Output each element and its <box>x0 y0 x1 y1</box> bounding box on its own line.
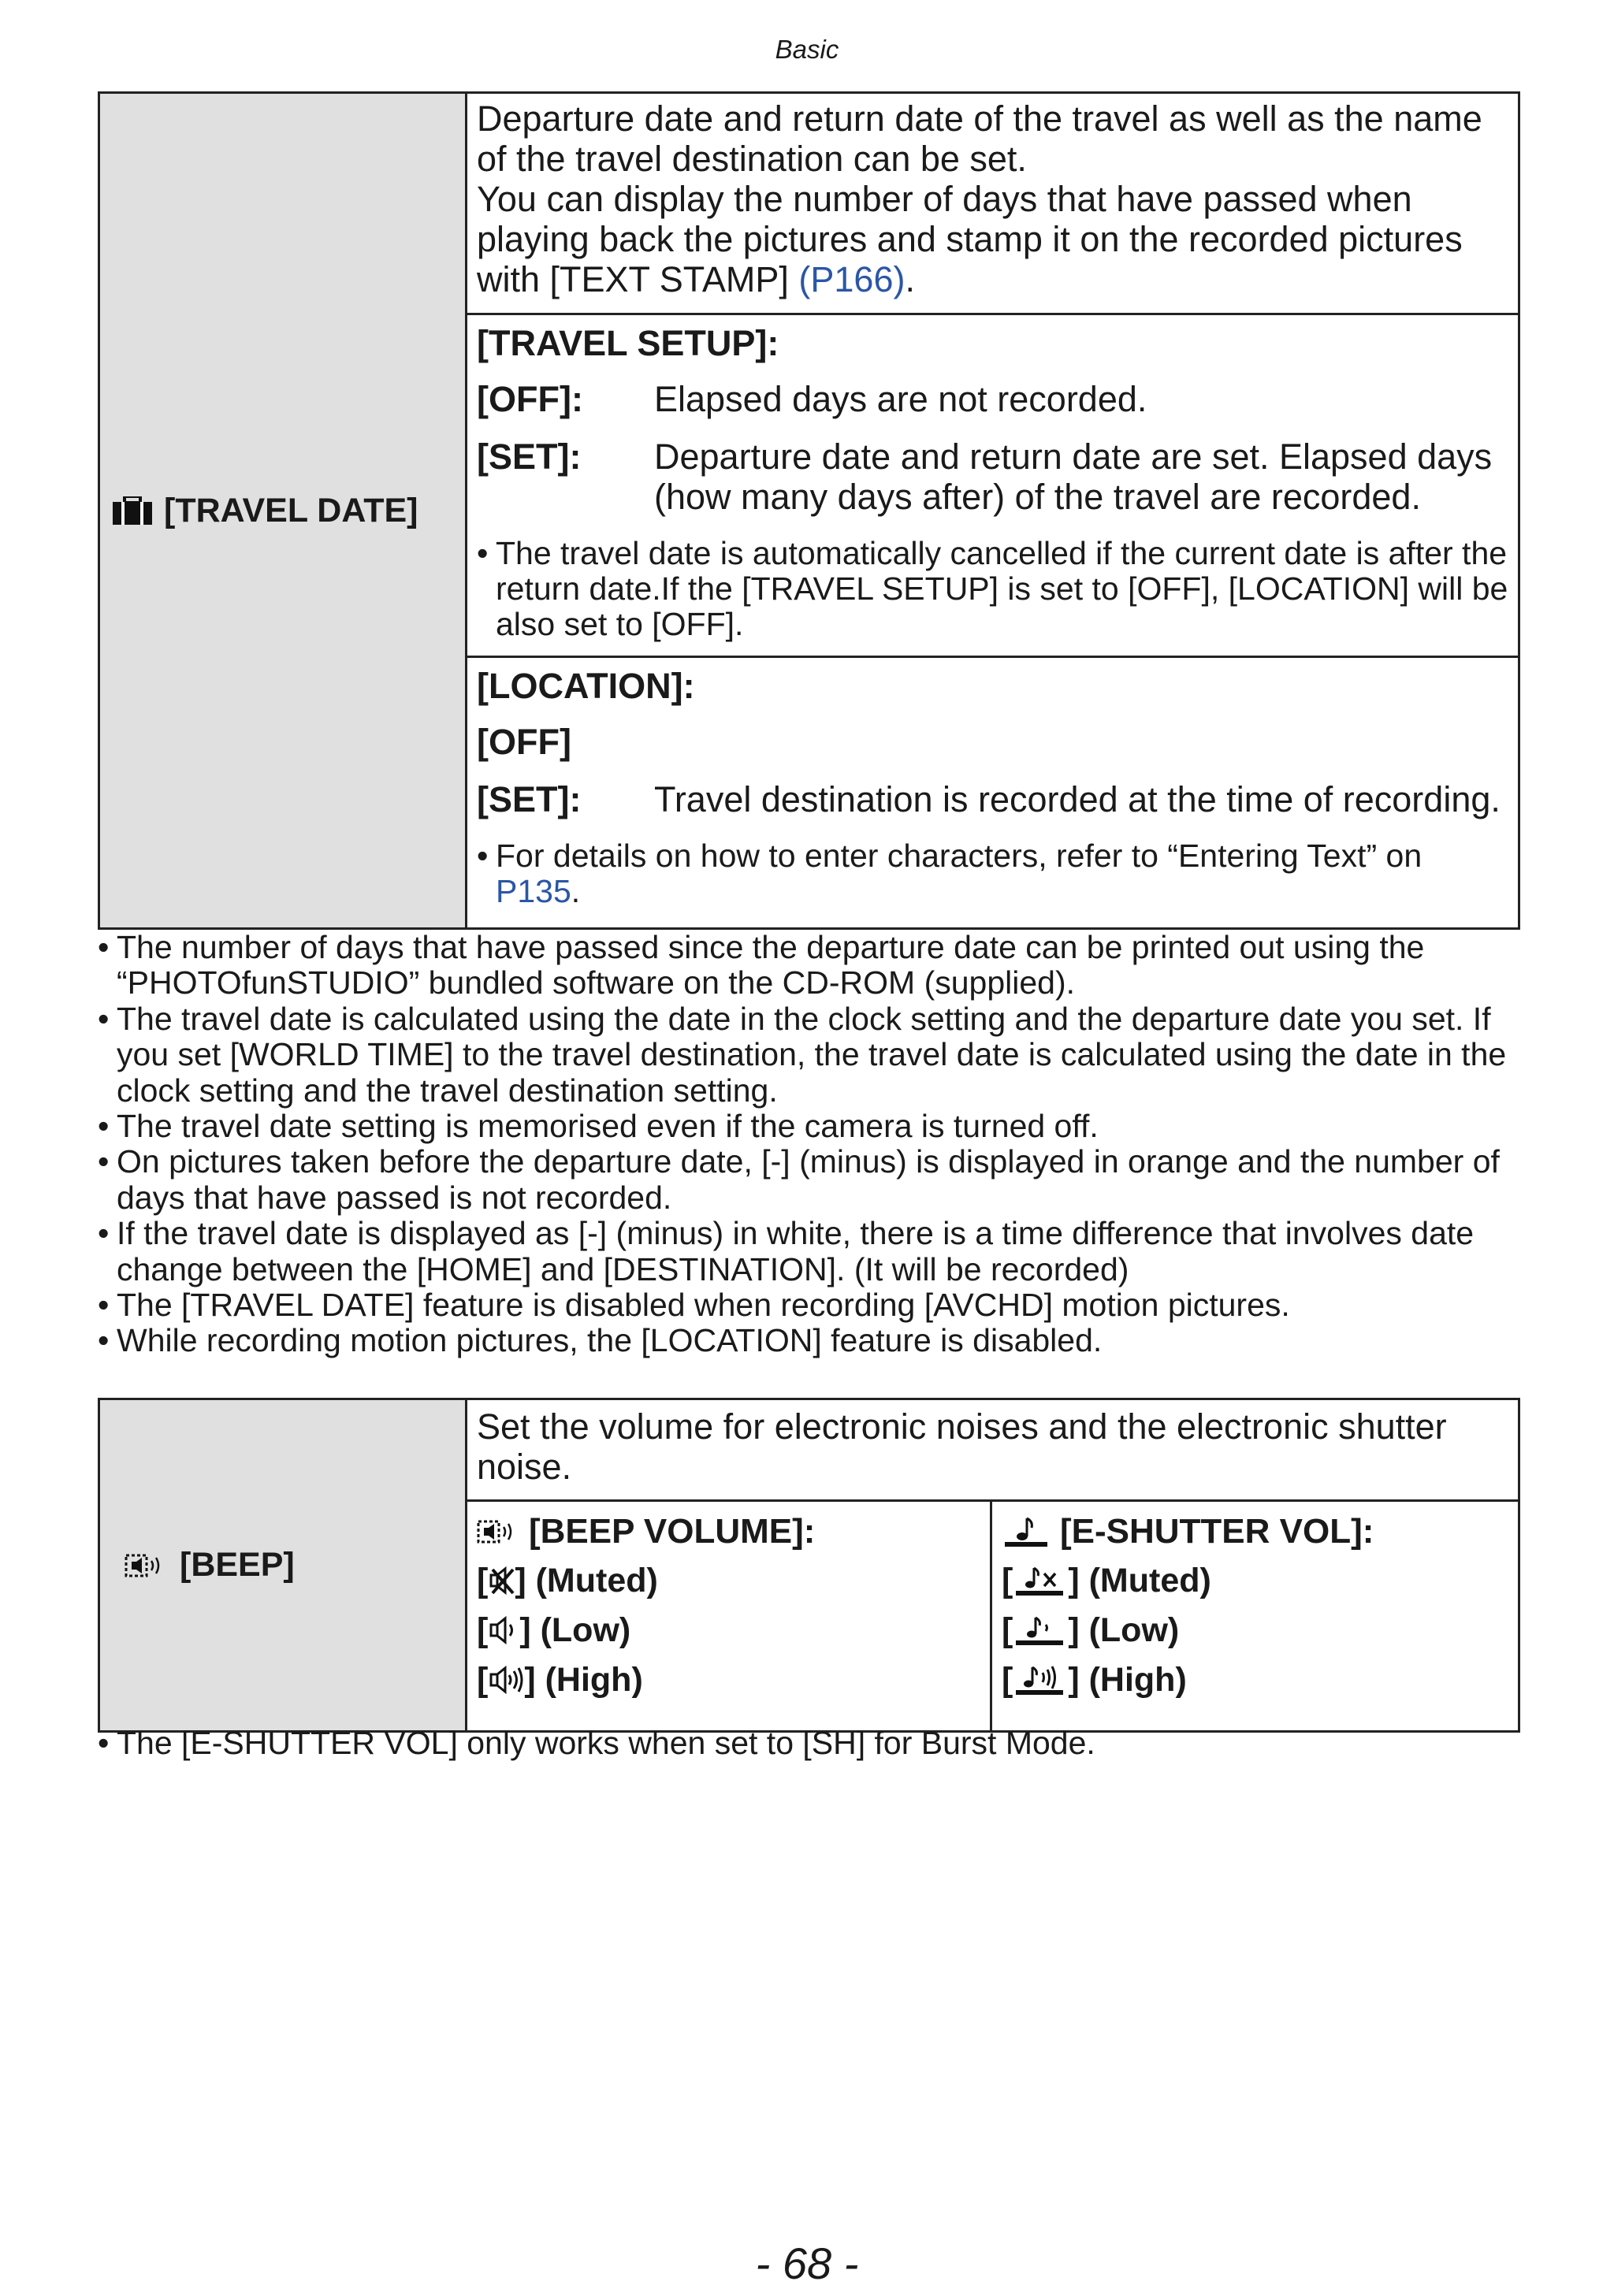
shutter-low-text: ] (Low) <box>1068 1611 1180 1649</box>
beep-low-text: ] (Low) <box>519 1611 631 1649</box>
beep-intro-cell <box>467 1399 1519 1501</box>
beep-volume-title: [BEEP VOLUME]: <box>529 1512 816 1551</box>
travel-setup-note: • The travel date is automatically cancelled if the current date is after the return date.If the [TRAVEL SETUP] is set to [OFF], [LOCATION] will be also set to [OFF]. <box>477 535 1508 642</box>
note-text: The travel date setting is memorised even if the camera is turned off. <box>117 1108 1099 1145</box>
beep-intro: Set the volume for electronic noises and the electronic shutter noise. <box>477 1406 1447 1487</box>
note-text: The [TRAVEL DATE] feature is disabled when recording [AVCHD] motion pictures. <box>117 1287 1290 1324</box>
beep-high-text: ] (High) <box>524 1661 643 1699</box>
travel-date-notes <box>98 930 1519 1359</box>
note-item: • On pictures taken before the departure date, [-] (minus) is displayed in orange and the number of days that have passed is not recorded. <box>98 1144 1519 1216</box>
shutter-muted-icon <box>1013 1564 1068 1597</box>
location-note-text: For details on how to enter characters, refer to “Entering Text” on <box>496 838 1422 874</box>
beep-notes <box>98 1726 1519 1761</box>
shutter-low-option: [ ] (Low) <box>1002 1611 1180 1649</box>
shutter-low-icon <box>1013 1614 1068 1647</box>
speaker-high-icon <box>488 1664 524 1696</box>
beep-label: [BEEP] <box>180 1546 295 1584</box>
location-cell <box>467 657 1519 929</box>
travel-date-intro-cell <box>467 93 1519 314</box>
location-off-key: [OFF] <box>477 722 571 762</box>
speaker-low-icon <box>488 1614 519 1646</box>
travel-setup-cell <box>467 314 1519 657</box>
page-header: Basic <box>775 35 839 64</box>
travel-setup-set-key: [SET]: <box>477 437 582 477</box>
location-note: • For details on how to enter characters, refer to “Entering Text” on P135. <box>477 838 1422 909</box>
location-off-row <box>477 722 1508 762</box>
travel-date-table <box>98 91 1520 930</box>
beep-muted-text: ] (Muted) <box>515 1562 658 1599</box>
travel-date-intro-line2 <box>477 179 1508 299</box>
p166-link[interactable]: (P166) <box>798 259 906 299</box>
travel-date-intro-line1: Departure date and return date of the travel as well as the name of the travel destination can be set. <box>477 98 1482 179</box>
travel-setup-title: [TRAVEL SETUP]: <box>477 323 779 363</box>
location-note-period: . <box>571 873 581 909</box>
note-item: • The number of days that have passed since the departure date can be printed out using the “PHOTOfunSTUDIO” bundled software on the CD-ROM (supplied). <box>98 930 1519 1001</box>
beep-low-option: [ ] (Low) <box>477 1611 631 1649</box>
note-item: • The travel date is calculated using the date in the clock setting and the departure date you set. If you set [WORLD TIME] to the travel destination, the travel date is calculated using the date in the clock setting and the travel destination setting. <box>98 1001 1519 1109</box>
beep-high-option: [ ] (High) <box>477 1661 643 1699</box>
beep-volume-icon <box>477 1520 519 1544</box>
travel-setup-set-text: Departure date and return date are set. Elapsed days (how many days after) of the travel are recorded. <box>654 437 1493 517</box>
location-set-text: Travel destination is recorded at the time of recording. <box>654 779 1501 819</box>
suitcase-icon <box>112 496 153 525</box>
shutter-muted-option: [ ] (Muted) <box>1002 1562 1211 1599</box>
location-title: [LOCATION]: <box>477 666 695 706</box>
intro-text: You can display the number of days that have passed when playing back the pictures and stamp it on the recorded pictures with [TEXT STAMP] <box>477 179 1463 299</box>
note-item: • While recording motion pictures, the [LOCATION] feature is disabled. <box>98 1322 1103 1359</box>
note-item: • The [TRAVEL DATE] feature is disabled when recording [AVCHD] motion pictures. <box>98 1287 1290 1324</box>
travel-date-label-cell <box>99 93 467 929</box>
p135-link[interactable]: P135 <box>496 873 571 909</box>
shutter-note-icon <box>1002 1515 1051 1548</box>
beep-table <box>98 1398 1520 1733</box>
note-text: If the travel date is displayed as [-] (minus) in white, there is a time difference that involves date change between the [HOME] and [DESTINATION]. (It will be recorded) <box>117 1215 1475 1287</box>
note-text: On pictures taken before the departure date, [-] (minus) is displayed in orange and the number of days that have passed is not recorded. <box>117 1143 1500 1216</box>
beep-label-cell <box>99 1399 467 1732</box>
beep-speaker-icon <box>125 1554 167 1577</box>
beep-note-item: • The [E-SHUTTER VOL] only works when set to [SH] for Burst Mode. <box>98 1725 1095 1761</box>
travel-setup-set-row <box>477 437 1508 517</box>
speaker-muted-icon <box>488 1565 515 1596</box>
note-item: • The travel date setting is memorised even if the camera is turned off. <box>98 1108 1099 1145</box>
beep-note-text: The [E-SHUTTER VOL] only works when set to [SH] for Burst Mode. <box>117 1725 1095 1761</box>
note-item: • If the travel date is displayed as [-] (minus) in white, there is a time difference that involves date change between the [HOME] and [DESTINATION]. (It will be recorded) <box>98 1216 1519 1287</box>
e-shutter-vol-title-row <box>1002 1513 1510 1551</box>
shutter-muted-text: ] (Muted) <box>1068 1562 1211 1599</box>
travel-setup-off-row <box>477 379 1508 419</box>
beep-volume-cell <box>467 1501 991 1732</box>
e-shutter-vol-title: [E-SHUTTER VOL]: <box>1060 1512 1374 1551</box>
e-shutter-vol-cell <box>991 1501 1519 1732</box>
beep-muted-option: [ ] (Muted) <box>477 1562 658 1599</box>
note-text: While recording motion pictures, the [LOCATION] feature is disabled. <box>117 1322 1103 1359</box>
note-text: The number of days that have passed since the departure date can be printed out using the “PHOTOfunSTUDIO” bundled software on the CD-ROM (supplied). <box>117 929 1425 1001</box>
travel-setup-note-text: The travel date is automatically cancelled if the current date is after the return date.If the [TRAVEL SETUP] is set to [OFF], [LOCATION] will be also set to [OFF]. <box>496 535 1508 642</box>
intro-period: . <box>905 259 915 299</box>
shutter-high-text: ] (High) <box>1068 1661 1187 1699</box>
travel-date-label: [TRAVEL DATE] <box>164 491 418 529</box>
shutter-high-option: [ ] (High) <box>1002 1661 1187 1699</box>
shutter-high-icon <box>1013 1663 1068 1696</box>
note-text: The travel date is calculated using the date in the clock setting and the departure date you set. If you set [WORLD TIME] to the travel destination, the travel date is calculated using the date in the clock setting and the travel destination setting. <box>117 1000 1507 1109</box>
travel-setup-off-key: [OFF]: <box>477 379 583 419</box>
beep-volume-title-row <box>477 1513 982 1551</box>
location-set-key: [SET]: <box>477 779 582 819</box>
location-set-row <box>477 779 1508 819</box>
page-number: - 68 - <box>755 2238 859 2288</box>
travel-setup-off-text: Elapsed days are not recorded. <box>654 379 1147 419</box>
